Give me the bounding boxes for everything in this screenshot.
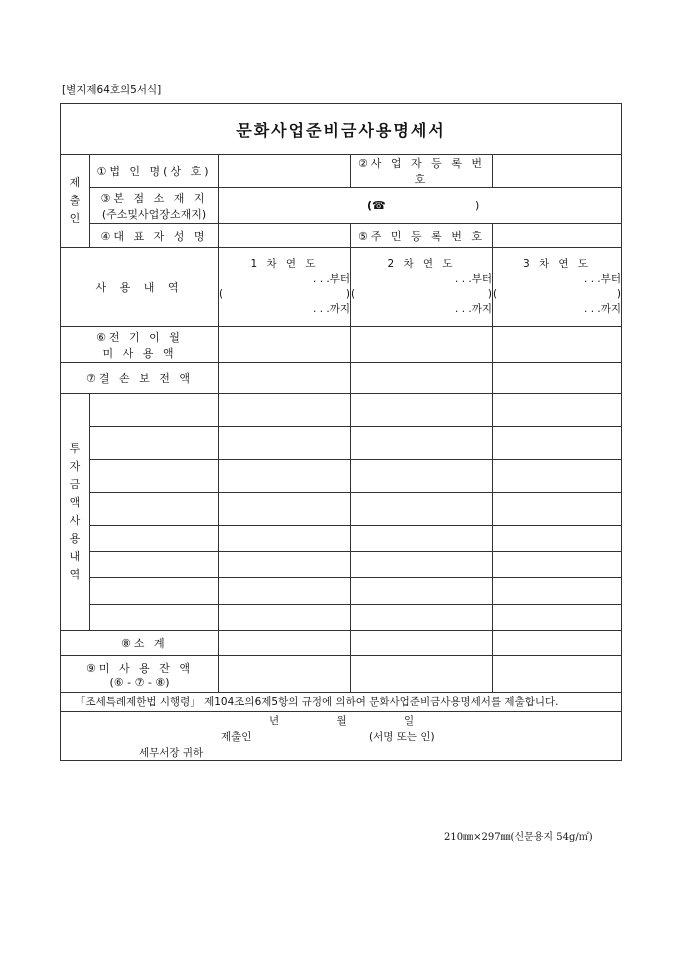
unused-y1[interactable] <box>219 656 351 693</box>
investment-cell[interactable] <box>351 605 493 631</box>
investment-cell[interactable] <box>493 427 622 460</box>
investment-item[interactable] <box>90 460 219 493</box>
biz-reg-field[interactable] <box>493 155 622 188</box>
investment-cell[interactable] <box>351 552 493 578</box>
corp-name-label: ①법 인 명(상 호) <box>90 155 219 188</box>
loss-y1[interactable] <box>219 363 351 394</box>
investment-cell[interactable] <box>351 394 493 427</box>
phone-icon: (☎ <box>367 198 386 212</box>
investment-cell[interactable] <box>219 394 351 427</box>
corp-name-field[interactable] <box>219 155 351 188</box>
subtotal-y3[interactable] <box>493 631 622 656</box>
investment-item[interactable] <box>90 578 219 605</box>
paper-spec-note: 210㎜×297㎜(신문용지 54g/㎡) <box>444 832 593 843</box>
investment-cell[interactable] <box>219 427 351 460</box>
year-3-period: 3 차 연 도 . . .부터 ( ) . . .까지 <box>493 248 622 327</box>
investment-cell[interactable] <box>219 552 351 578</box>
investment-cell[interactable] <box>493 460 622 493</box>
carryover-label: ⑥전 기 이 월 미 사 용 액 <box>61 327 219 363</box>
investment-cell[interactable] <box>219 578 351 605</box>
usage-statement-form <box>60 103 622 761</box>
year-2-period: 2 차 연 도 . . .부터 ( ) . . .까지 <box>351 248 493 327</box>
unused-y2[interactable] <box>351 656 493 693</box>
subtotal-y1[interactable] <box>219 631 351 656</box>
signature-date: 년 월 일 <box>269 715 415 727</box>
investment-cell[interactable] <box>219 460 351 493</box>
investment-group-label: 투 자 금 액 사 용 내 역 <box>61 394 90 631</box>
submitter-group-label: 제 출 인 <box>61 155 90 248</box>
investment-cell[interactable] <box>493 526 622 552</box>
loss-y3[interactable] <box>493 363 622 394</box>
rep-name-field[interactable] <box>219 224 351 248</box>
usage-label: 사 용 내 역 <box>61 248 219 327</box>
investment-item[interactable] <box>90 605 219 631</box>
investment-item[interactable] <box>90 552 219 578</box>
investment-item[interactable] <box>90 427 219 460</box>
investment-cell[interactable] <box>493 552 622 578</box>
investment-cell[interactable] <box>351 526 493 552</box>
resident-no-field[interactable] <box>493 224 622 248</box>
address-label: ③본 점 소 재 지 (주소및사업장소재지) <box>90 188 219 224</box>
submitter-sign-label: 제출인 <box>221 731 252 743</box>
carryover-y3[interactable] <box>493 327 622 363</box>
investment-cell[interactable] <box>493 578 622 605</box>
resident-no-label: ⑤주 민 등 록 번 호 <box>351 224 493 248</box>
subtotal-label: ⑧소 계 <box>61 631 219 656</box>
investment-cell[interactable] <box>219 605 351 631</box>
year-1-period: 1 차 연 도 . . .부터 ( ) . . .까지 <box>219 248 351 327</box>
investment-item[interactable] <box>90 394 219 427</box>
investment-cell[interactable] <box>493 605 622 631</box>
investment-cell[interactable] <box>493 394 622 427</box>
declaration-text: 「조세특례제한법 시행령」 제104조의6제5항의 규정에 의하여 문화사업준비금사용명세서를 제출합니다. <box>61 693 622 712</box>
investment-cell[interactable] <box>351 427 493 460</box>
seal-label: (서명 또는 인) <box>369 731 435 743</box>
signature-block <box>61 712 622 761</box>
investment-item[interactable] <box>90 526 219 552</box>
rep-name-label: ④대 표 자 성 명 <box>90 224 219 248</box>
investment-cell[interactable] <box>493 493 622 526</box>
investment-item[interactable] <box>90 493 219 526</box>
unused-y3[interactable] <box>493 656 622 693</box>
loss-y2[interactable] <box>351 363 493 394</box>
investment-cell[interactable] <box>219 493 351 526</box>
form-number-label: [별지제64호의5서식] <box>62 84 162 96</box>
carryover-y2[interactable] <box>351 327 493 363</box>
investment-cell[interactable] <box>219 526 351 552</box>
investment-cell[interactable] <box>351 493 493 526</box>
phone-close: ) <box>475 198 480 212</box>
subtotal-y2[interactable] <box>351 631 493 656</box>
carryover-y1[interactable] <box>219 327 351 363</box>
address-field[interactable] <box>219 188 622 224</box>
unused-balance-label: ⑨미 사 용 잔 액 (⑥ - ⑦ - ⑧) <box>61 656 219 693</box>
form-title: 문화사업준비금사용명세서 <box>61 104 622 155</box>
biz-reg-label: ②사 업 자 등 록 번 호 <box>351 155 493 188</box>
addressee: 세무서장 귀하 <box>139 747 204 759</box>
loss-label: ⑦결 손 보 전 액 <box>61 363 219 394</box>
investment-cell[interactable] <box>351 578 493 605</box>
investment-cell[interactable] <box>351 460 493 493</box>
